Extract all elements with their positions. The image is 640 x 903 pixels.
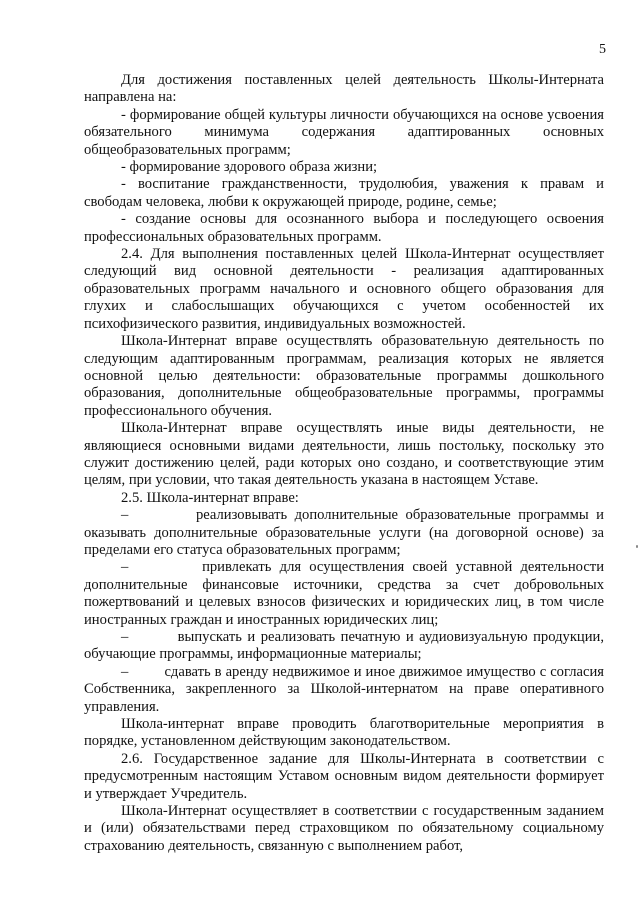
paragraph-2-4: 2.4. Для выполнения поставленных целей Школа-Интернат осуществляет следующий вид основной деятельности - реализация адаптированных образовательных программ начального и основного общего образования для глухих и слабослышащих обучающихся с учетом особенностей их психофизического развития, индивидуальных возможностей. [84,246,604,332]
paragraph-other-activities: Школа-Интернат вправе осуществлять иные виды деятельности, не являющиеся основными видами деятельности, лишь постольку, поскольку это служит достижению целей, ради которых оно создано, и соответствующие этим целям, при условии, что такая деятельность указана в настоящем Уставе. [84,420,604,489]
list-item-publishing: – выпускать и реализовать печатную и аудиовизуальную продукции, обучающие программы, информационные материалы; [84,629,604,663]
paragraph-additional-programs: Школа-Интернат вправе осуществлять образовательную деятельность по следующим адаптированным программам, реализация которых не является основной целью деятельности: образовательные программы дошкольного образования, дополнительные общеобразовательные программы, программы профессионального обучения. [84,333,604,419]
paragraph-2-5: 2.5. Школа-интернат вправе: [121,489,299,506]
paragraph-2-6: 2.6. Государственное задание для Школы-Интерната в соответствии с предусмотренным настоящим Уставом основным видом деятельности формирует и утверждает Учредитель. [84,750,604,802]
paragraph-intro: Для достижения поставленных целей деятельность Школы-Интерната направлена на: [84,72,604,106]
list-item-culture: - формирование общей культуры личности обучающихся на основе усвоения обязательного минимума содержания адаптированных основных общеобразовательных программ; [84,106,604,158]
document-body [84,72,604,855]
list-item-professional: - создание основы для осознанного выбора и последующего освоения профессиональных образовательных программ. [84,211,604,245]
list-item-lease: – сдавать в аренду недвижимое и иное движимое имущество с согласия Собственника, закрепленного за Школой-интернатом на праве оперативного управления. [84,663,604,715]
list-item-additional-services: – реализовывать дополнительные образовательные программы и оказывать дополнительные образовательные услуги (на договорной основе) за пределами его статуса образовательных программ; [84,507,604,558]
list-item-health: - формирование здорового образа жизни; [121,159,378,176]
page-number: 5 [599,42,606,57]
list-item-financing: – привлекать для осуществления своей уставной деятельности дополнительные финансовые источники, средства за счет добровольных пожертвований и целевых взносов физических и юридических лиц, в том числе иностранных граждан и иностранных юридических лиц; [84,559,604,628]
scan-speck [636,545,638,548]
list-item-citizenship: - воспитание гражданственности, трудолюбия, уважения к правам и свободам человека, любви к окружающей природе, родине, семье; [84,176,604,210]
paragraph-state-assignment: Школа-Интернат осуществляет в соответствии с государственным заданием и (или) обязательствами перед страховщиком по обязательному социальному страхованию деятельность, связанную с выполнением работ, [84,803,604,854]
paragraph-charity: Школа-интернат вправе проводить благотворительные мероприятия в порядке, установленном действующим законодательством. [84,716,604,750]
